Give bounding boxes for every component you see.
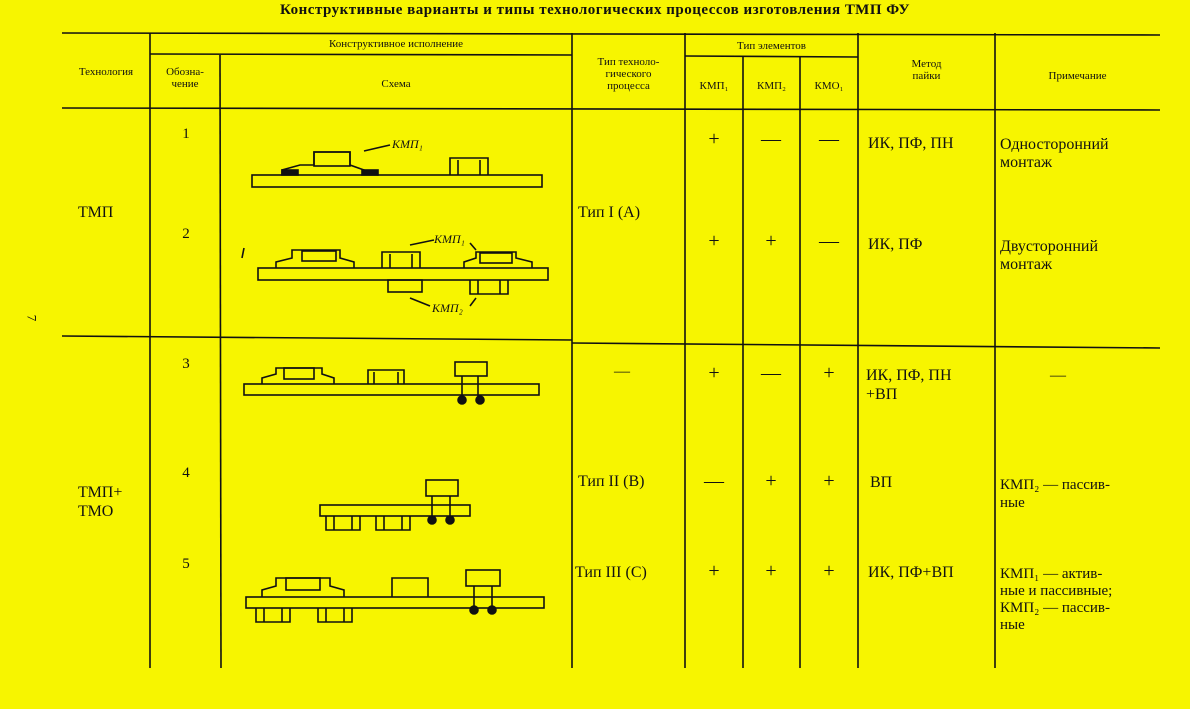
note: Двусторонний монтаж bbox=[1000, 238, 1099, 273]
row-number: 3 bbox=[182, 356, 190, 372]
row-number: 2 bbox=[182, 226, 190, 242]
header-element-type: Тип элементов bbox=[737, 40, 806, 52]
tech-group-tmp-tmo: ТМП+ ТМО bbox=[78, 484, 123, 520]
kmp2-mark: — bbox=[761, 362, 781, 384]
row-number: 1 bbox=[182, 126, 190, 142]
process-type-2: Тип II (В) bbox=[578, 473, 645, 490]
scheme-3-drawing bbox=[244, 362, 539, 404]
process-type-row3: — bbox=[614, 363, 630, 380]
solder-method: ИК, ПФ+ВП bbox=[868, 564, 954, 581]
kmp1-mark: — bbox=[704, 470, 724, 492]
scheme-1-drawing bbox=[252, 145, 542, 187]
header-kmp2: КМП₂ bbox=[757, 80, 786, 92]
kmp1-mark: + bbox=[708, 362, 720, 384]
row-number: 4 bbox=[182, 465, 190, 481]
process-type-1: Тип I (А) bbox=[578, 204, 641, 221]
solder-method: ИК, ПФ bbox=[868, 236, 923, 253]
solder-method: ИК, ПФ, ПН +ВП bbox=[866, 367, 952, 403]
table-title: Конструктивные варианты и типы технологических процессов изготовления ТМП ФУ bbox=[280, 2, 910, 18]
header-kmo: КМО₁ bbox=[814, 80, 844, 92]
note: КМП₂ — пассив- ные bbox=[1000, 477, 1111, 511]
scheme-4-drawing bbox=[320, 480, 470, 530]
kmp2-mark: + bbox=[765, 470, 777, 492]
header-solder: Метод пайки bbox=[911, 58, 942, 82]
tech-group-tmp: ТМП bbox=[78, 204, 114, 221]
header-note: Примечание bbox=[1048, 70, 1107, 82]
kmp2-mark: + bbox=[765, 230, 777, 252]
header-process-type: Тип техноло- гического процесса bbox=[597, 56, 660, 92]
solder-method: ВП bbox=[870, 474, 893, 491]
solder-method: ИК, ПФ, ПН bbox=[868, 135, 954, 152]
kmp2-mark: — bbox=[761, 128, 781, 150]
scheme-2-drawing bbox=[242, 240, 548, 306]
kmo-mark: + bbox=[823, 362, 835, 384]
note: КМП₁ — актив- ные и пассивные; КМП₂ — пассив- ные bbox=[1000, 566, 1113, 633]
kmo-mark: — bbox=[819, 230, 839, 252]
note: Односторонний монтаж bbox=[1000, 136, 1109, 171]
header-scheme: Схема bbox=[381, 78, 411, 90]
kmp1-mark: + bbox=[708, 560, 720, 582]
kmo-mark: + bbox=[823, 470, 835, 492]
kmo-mark: — bbox=[819, 128, 839, 150]
header-technology: Технология bbox=[78, 66, 134, 78]
header-kmp1: КМП₁ bbox=[699, 80, 729, 92]
process-type-3: Тип III (С) bbox=[575, 564, 647, 581]
header-construct: Конструктивное исполнение bbox=[328, 38, 464, 50]
kmp1-mark: + bbox=[708, 128, 720, 150]
note: — bbox=[1050, 367, 1066, 384]
kmp1-mark: + bbox=[708, 230, 720, 252]
scheme-label-kmp1: КМП₁ bbox=[434, 232, 465, 246]
kmp2-mark: + bbox=[765, 560, 777, 582]
kmo-mark: + bbox=[823, 560, 835, 582]
margin-page-mark: 7 bbox=[24, 314, 40, 322]
row-number: 5 bbox=[182, 556, 190, 572]
scheme-label-kmp1: КМП₁ bbox=[392, 137, 423, 151]
scheme-5-drawing bbox=[246, 570, 544, 622]
header-designation: Обозна- чение bbox=[166, 66, 204, 90]
scheme-label-kmp2: КМП₂ bbox=[432, 301, 463, 315]
